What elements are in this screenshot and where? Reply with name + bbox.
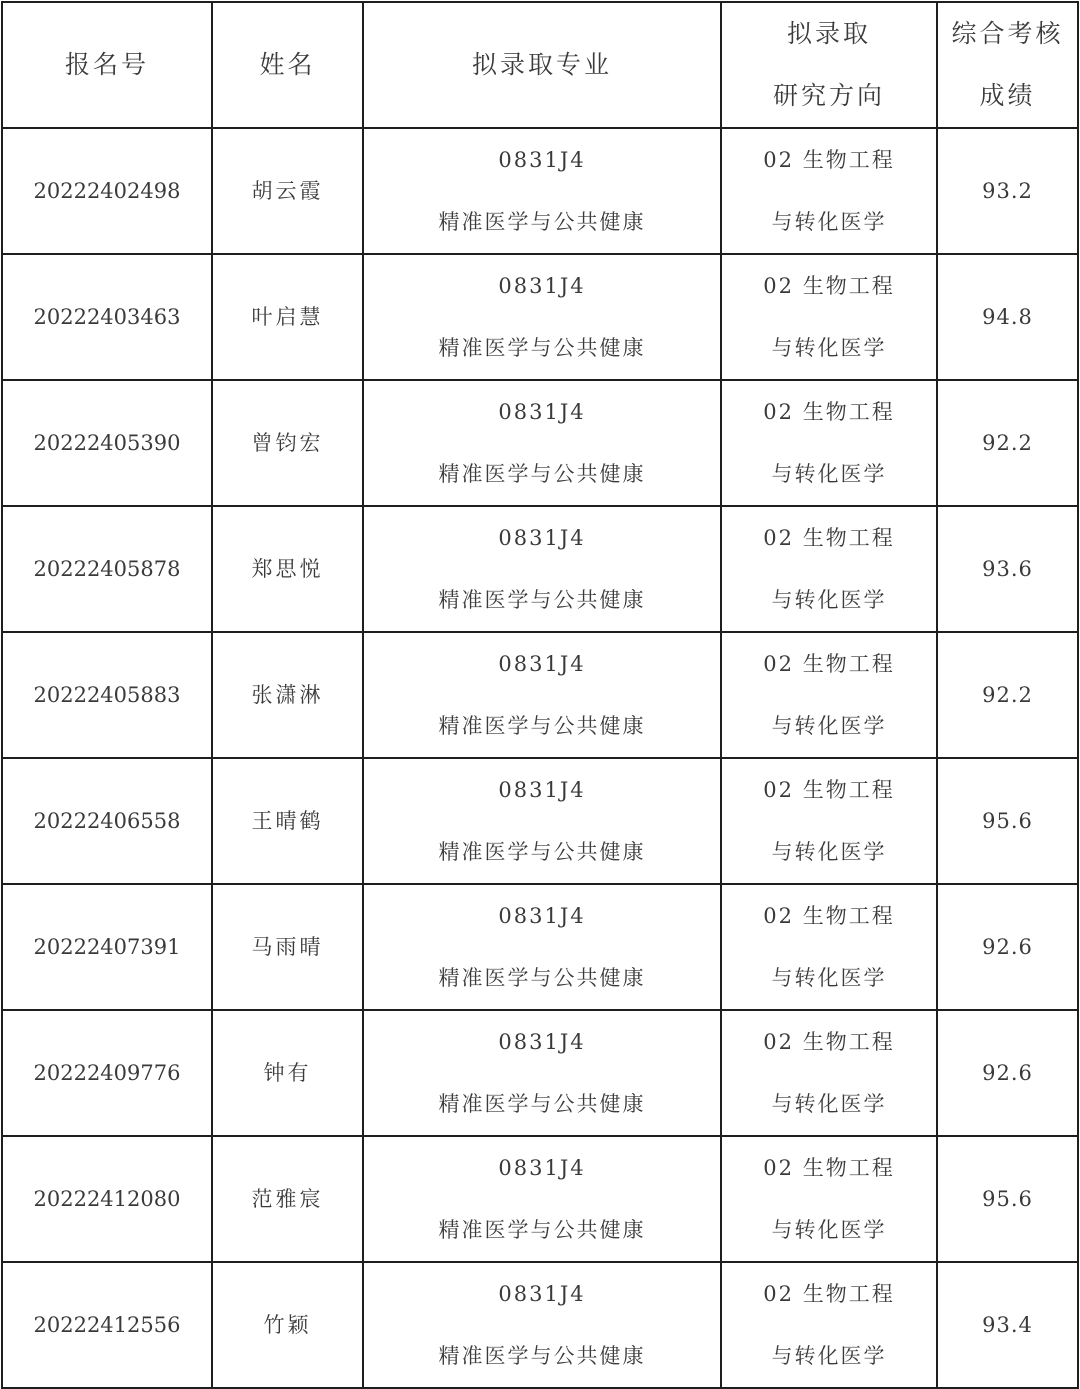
cell-major	[363, 1136, 721, 1262]
cell-major	[363, 128, 721, 254]
header-reg-no: 报名号	[2, 2, 212, 128]
cell-direction	[721, 1010, 937, 1136]
cell-reg-no: 20222405390	[2, 380, 212, 506]
cell-reg-no: 20222412556	[2, 1262, 212, 1388]
cell-major-code: 0831J4	[498, 778, 586, 802]
cell-direction-line2: 与转化医学	[771, 336, 887, 360]
cell-name: 范雅宸	[212, 1136, 363, 1262]
cell-major-name: 精准医学与公共健康	[438, 840, 646, 864]
cell-direction	[721, 1136, 937, 1262]
cell-major-name: 精准医学与公共健康	[438, 1092, 646, 1116]
cell-major-code: 0831J4	[498, 1282, 586, 1306]
cell-score: 92.2	[937, 380, 1078, 506]
cell-major	[363, 254, 721, 380]
table-row	[2, 254, 1078, 380]
cell-score: 93.6	[937, 506, 1078, 632]
cell-major-name: 精准医学与公共健康	[438, 1344, 646, 1368]
cell-major-name: 精准医学与公共健康	[438, 336, 646, 360]
cell-name: 王晴鹤	[212, 758, 363, 884]
cell-name: 胡云霞	[212, 128, 363, 254]
cell-major-name: 精准医学与公共健康	[438, 1218, 646, 1242]
cell-direction-line2: 与转化医学	[771, 1344, 887, 1368]
header-major: 拟录取专业	[363, 2, 721, 128]
cell-major-name: 精准医学与公共健康	[438, 462, 646, 486]
cell-direction	[721, 380, 937, 506]
cell-direction	[721, 506, 937, 632]
admission-table-body	[2, 2, 1078, 1388]
table-row	[2, 758, 1078, 884]
cell-name: 曾钧宏	[212, 380, 363, 506]
cell-direction-line2: 与转化医学	[771, 1092, 887, 1116]
cell-direction-line1: 02 生物工程	[763, 1030, 895, 1054]
cell-reg-no: 20222412080	[2, 1136, 212, 1262]
cell-direction-line1: 02 生物工程	[763, 274, 895, 298]
cell-direction	[721, 128, 937, 254]
cell-score: 93.2	[937, 128, 1078, 254]
table-row	[2, 506, 1078, 632]
cell-direction	[721, 254, 937, 380]
cell-reg-no: 20222402498	[2, 128, 212, 254]
table-row	[2, 632, 1078, 758]
cell-major-name: 精准医学与公共健康	[438, 588, 646, 612]
cell-direction-line1: 02 生物工程	[763, 904, 895, 928]
cell-reg-no: 20222405883	[2, 632, 212, 758]
cell-direction-line2: 与转化医学	[771, 210, 887, 234]
cell-reg-no: 20222405878	[2, 506, 212, 632]
cell-reg-no: 20222407391	[2, 884, 212, 1010]
cell-score: 93.4	[937, 1262, 1078, 1388]
cell-name: 竹颖	[212, 1262, 363, 1388]
cell-name: 马雨晴	[212, 884, 363, 1010]
cell-direction-line2: 与转化医学	[771, 840, 887, 864]
cell-direction-line2: 与转化医学	[771, 462, 887, 486]
cell-major-code: 0831J4	[498, 1030, 586, 1054]
cell-name: 叶启慧	[212, 254, 363, 380]
cell-major-code: 0831J4	[498, 1156, 586, 1180]
cell-direction-line1: 02 生物工程	[763, 148, 895, 172]
cell-direction-line2: 与转化医学	[771, 588, 887, 612]
cell-direction-line2: 与转化医学	[771, 714, 887, 738]
cell-major	[363, 632, 721, 758]
cell-direction-line2: 与转化医学	[771, 966, 887, 990]
cell-major-code: 0831J4	[498, 526, 586, 550]
cell-major-code: 0831J4	[498, 904, 586, 928]
cell-score: 95.6	[937, 1136, 1078, 1262]
cell-direction-line2: 与转化医学	[771, 1218, 887, 1242]
table-row	[2, 1136, 1078, 1262]
cell-direction-line1: 02 生物工程	[763, 1282, 895, 1306]
cell-direction	[721, 758, 937, 884]
cell-direction-line1: 02 生物工程	[763, 400, 895, 424]
cell-major-code: 0831J4	[498, 652, 586, 676]
header-score	[937, 2, 1078, 128]
cell-direction-line1: 02 生物工程	[763, 526, 895, 550]
cell-direction-line1: 02 生物工程	[763, 778, 895, 802]
cell-reg-no: 20222403463	[2, 254, 212, 380]
table-header-row	[2, 2, 1078, 128]
table-row	[2, 1010, 1078, 1136]
cell-major-code: 0831J4	[498, 400, 586, 424]
header-direction-line1: 拟录取	[786, 19, 871, 48]
cell-score: 94.8	[937, 254, 1078, 380]
cell-reg-no: 20222406558	[2, 758, 212, 884]
cell-score: 92.2	[937, 632, 1078, 758]
cell-major-code: 0831J4	[498, 274, 586, 298]
table-row	[2, 128, 1078, 254]
cell-score: 92.6	[937, 884, 1078, 1010]
cell-major-code: 0831J4	[498, 148, 586, 172]
cell-major-name: 精准医学与公共健康	[438, 966, 646, 990]
cell-direction	[721, 632, 937, 758]
header-score-line1: 综合考核	[951, 19, 1064, 48]
cell-name: 郑思悦	[212, 506, 363, 632]
cell-major-name: 精准医学与公共健康	[438, 210, 646, 234]
cell-score: 95.6	[937, 758, 1078, 884]
cell-direction	[721, 1262, 937, 1388]
cell-direction-line1: 02 生物工程	[763, 652, 895, 676]
cell-name: 张潇淋	[212, 632, 363, 758]
cell-major	[363, 1010, 721, 1136]
cell-major	[363, 884, 721, 1010]
header-direction	[721, 2, 937, 128]
header-score-line2: 成绩	[979, 81, 1036, 110]
cell-direction	[721, 884, 937, 1010]
cell-name: 钟有	[212, 1010, 363, 1136]
table-row	[2, 1262, 1078, 1388]
table-row	[2, 380, 1078, 506]
cell-reg-no: 20222409776	[2, 1010, 212, 1136]
header-direction-line2: 研究方向	[772, 81, 885, 110]
cell-major	[363, 380, 721, 506]
admission-table	[1, 1, 1079, 1389]
cell-major	[363, 1262, 721, 1388]
table-row	[2, 884, 1078, 1010]
cell-score: 92.6	[937, 1010, 1078, 1136]
cell-major	[363, 506, 721, 632]
cell-direction-line1: 02 生物工程	[763, 1156, 895, 1180]
cell-major-name: 精准医学与公共健康	[438, 714, 646, 738]
cell-major	[363, 758, 721, 884]
header-name: 姓名	[212, 2, 363, 128]
